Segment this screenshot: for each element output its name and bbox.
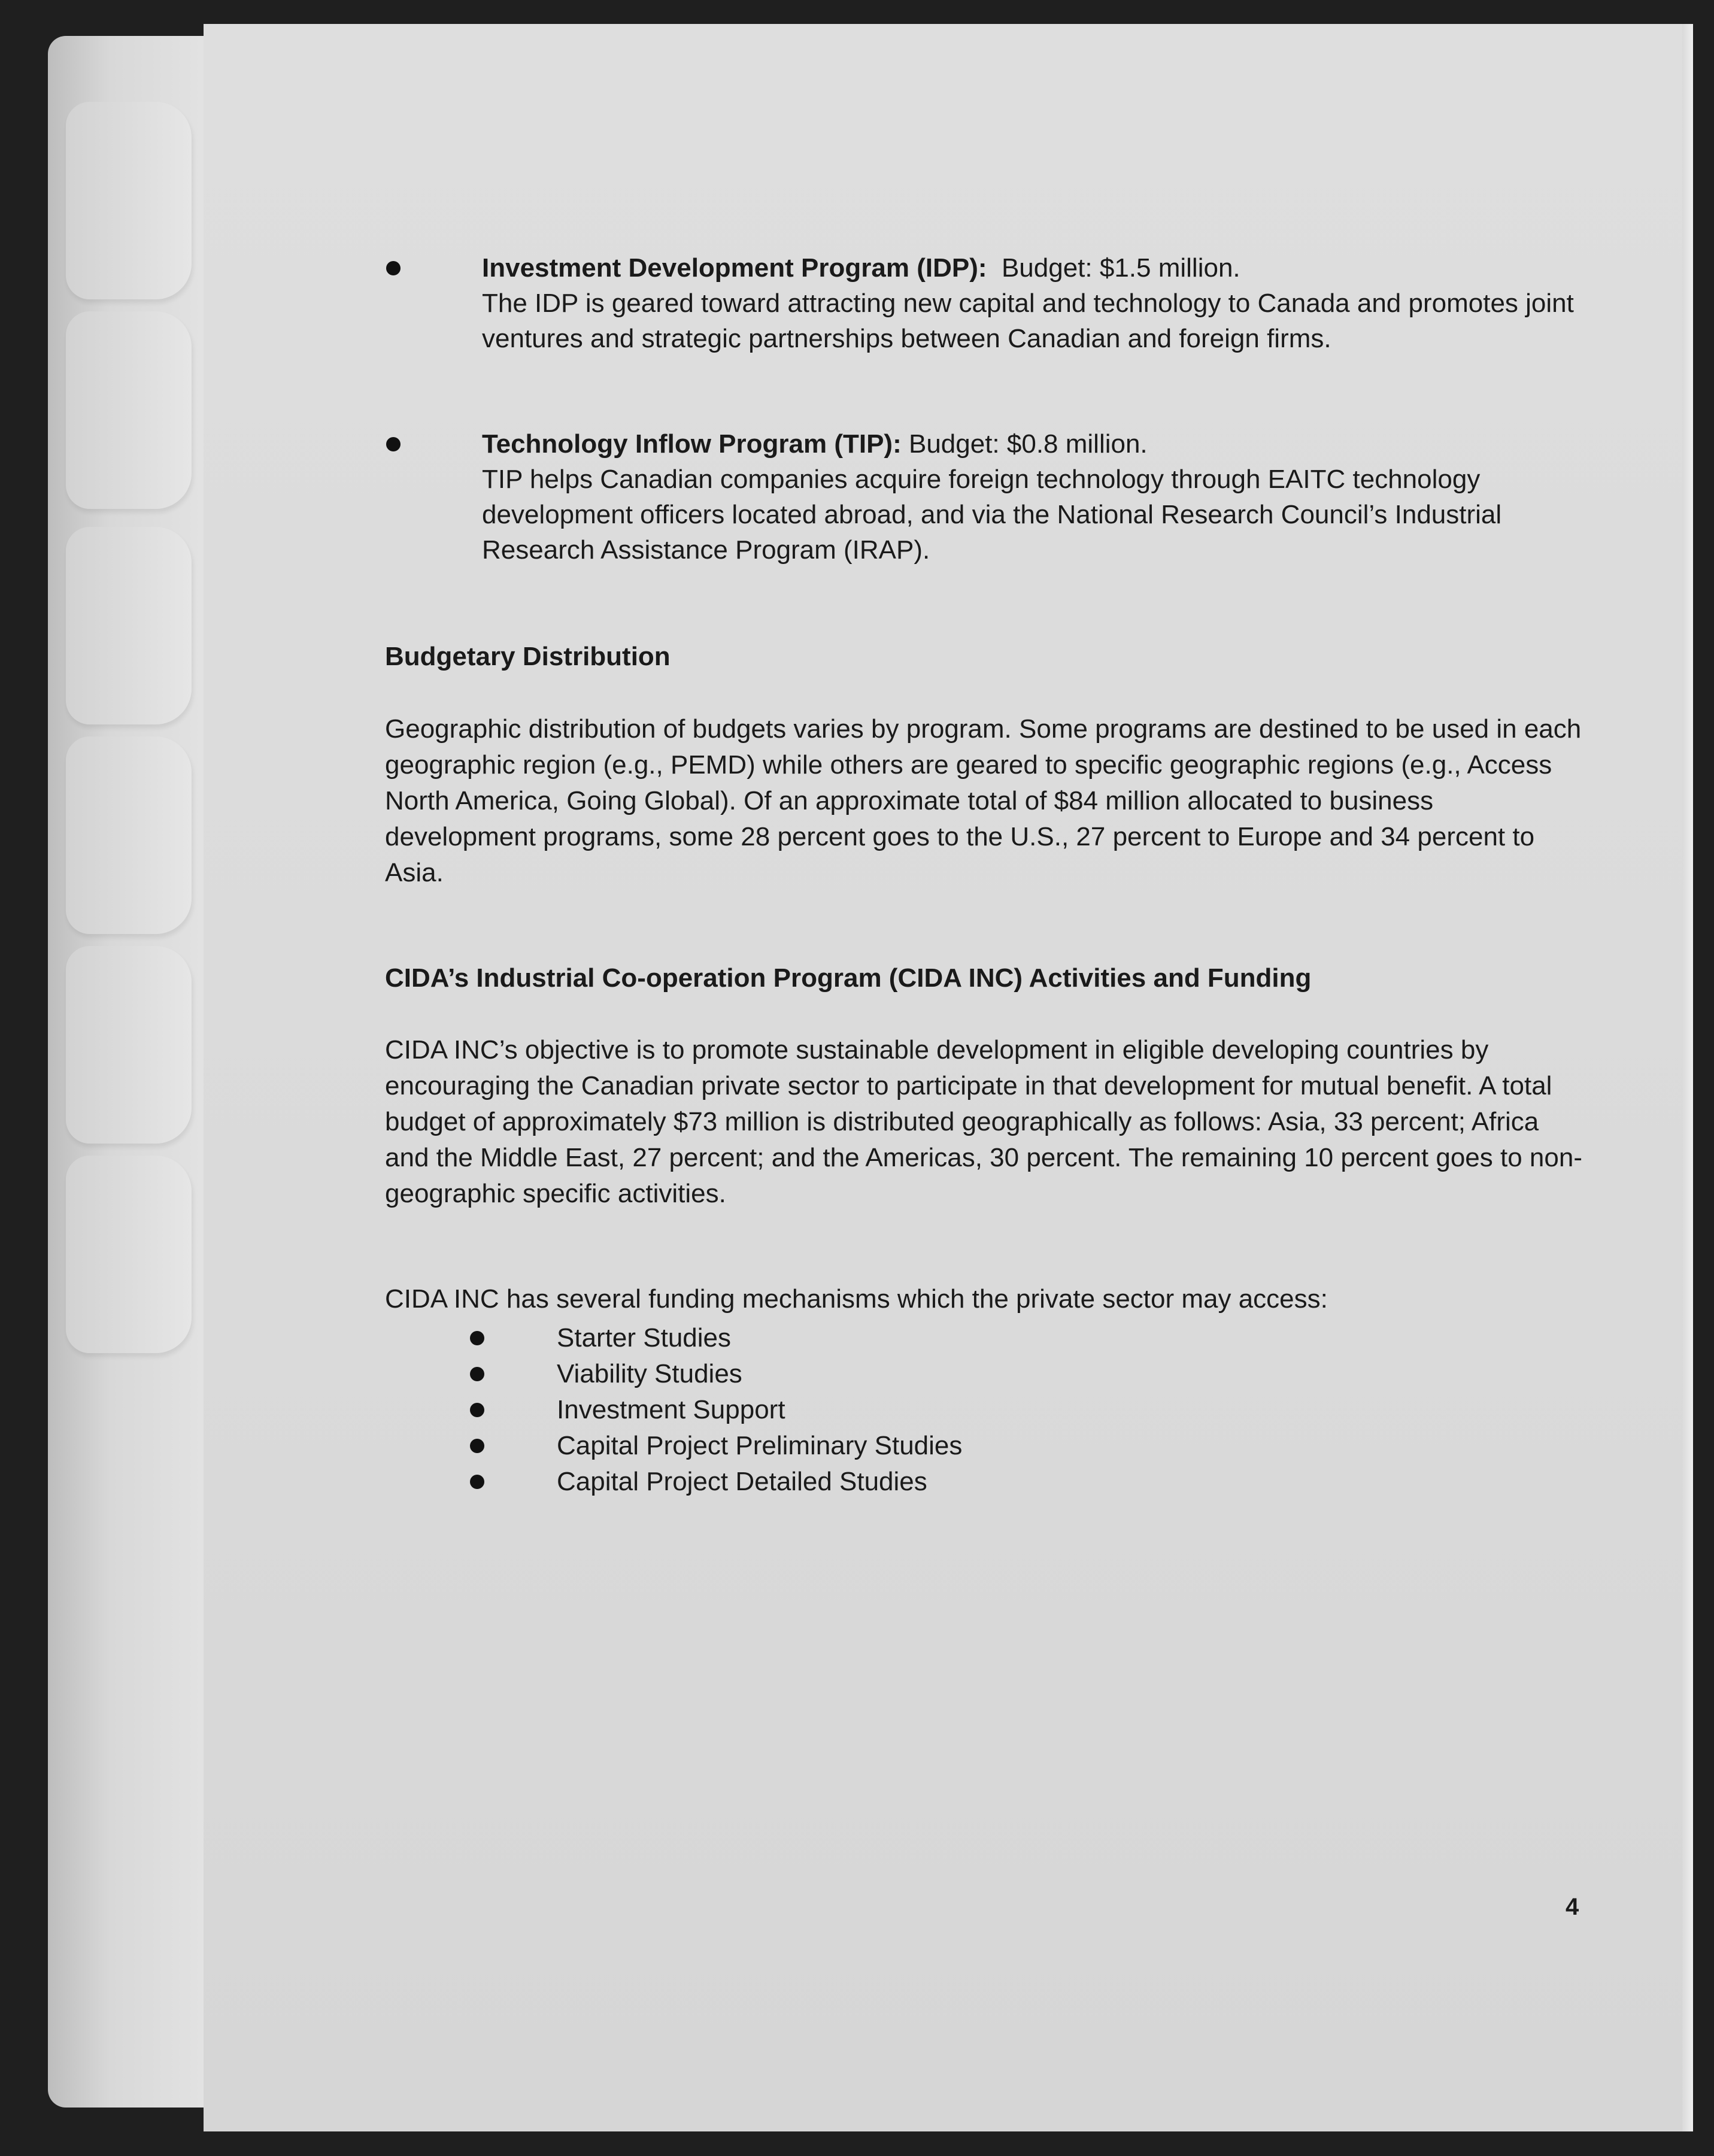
- list-item: Capital Project Preliminary Studies: [470, 1428, 1188, 1464]
- program-title: Technology Inflow Program (TIP):: [482, 429, 902, 459]
- bullet-icon: [470, 1331, 484, 1345]
- program-budget: Budget: $0.8 million.: [908, 429, 1148, 459]
- program-text: [482, 250, 1619, 356]
- list-item: Viability Studies: [470, 1356, 1188, 1392]
- program-text: [482, 426, 1619, 568]
- program-budget: Budget: $1.5 million.: [1001, 253, 1240, 283]
- divider-tab: [66, 311, 192, 509]
- bullet-icon: [470, 1475, 484, 1489]
- page-number: 4: [1566, 1894, 1579, 1920]
- program-description: The IDP is geared toward attracting new capital and technology to Canada and promotes joint ventures and strategic partnerships between Canadian and foreign firms.: [482, 289, 1574, 353]
- program-description: TIP helps Canadian companies acquire foreign technology through EAITC technology development officers located abroad, and via the National Research Council’s Industrial Research Assistance Program (IRAP).: [482, 465, 1502, 565]
- divider-tab: [66, 527, 192, 724]
- section-heading-cida: CIDA’s Industrial Co-operation Program (CIDA INC) Activities and Funding: [385, 963, 1312, 993]
- document-page: [204, 24, 1682, 2131]
- cida-paragraph: CIDA INC’s objective is to promote sustainable development in eligible developing countries by encouraging the Canadian private sector to participate in that development for mutual benefit. A total budget of approximately $73 million is distributed geographically as follows: Asia, 33 percent; Africa and the Middle East, 27 percent; and the Americas, 30 percent. The remaining 10 percent goes to non-geographic specific activities.: [385, 1035, 1582, 1208]
- bullet-icon: [386, 437, 401, 451]
- bullet-icon: [470, 1403, 484, 1417]
- bullet-icon: [470, 1367, 484, 1381]
- divider-tab: [66, 946, 192, 1144]
- budgetary-paragraph: Geographic distribution of budgets varies by program. Some programs are destined to be used in each geographic region (e.g., PEMD) while others are geared to specific geographic regions (e.g., Access North America, Going Global). Of an approximate total of $84 million allocated to business development programs, some 28 percent goes to the U.S., 27 percent to Europe and 34 percent to Asia.: [385, 714, 1582, 887]
- divider-tab: [66, 736, 192, 934]
- page-content: [204, 24, 1682, 2131]
- list-item: Investment Support: [470, 1392, 1188, 1428]
- section-heading-budgetary: Budgetary Distribution: [385, 642, 671, 671]
- divider-tab: [66, 1156, 192, 1353]
- program-title: Investment Development Program (IDP):: [482, 253, 987, 283]
- divider-tab: [66, 102, 192, 299]
- funding-mechanisms-list: [470, 1320, 1188, 1500]
- bullet-icon: [470, 1439, 484, 1453]
- list-item: Starter Studies: [470, 1320, 1188, 1356]
- cida-funding-intro: CIDA INC has several funding mechanisms which the private sector may access:: [385, 1284, 1328, 1314]
- list-item: Capital Project Detailed Studies: [470, 1464, 1188, 1500]
- bullet-icon: [386, 261, 401, 275]
